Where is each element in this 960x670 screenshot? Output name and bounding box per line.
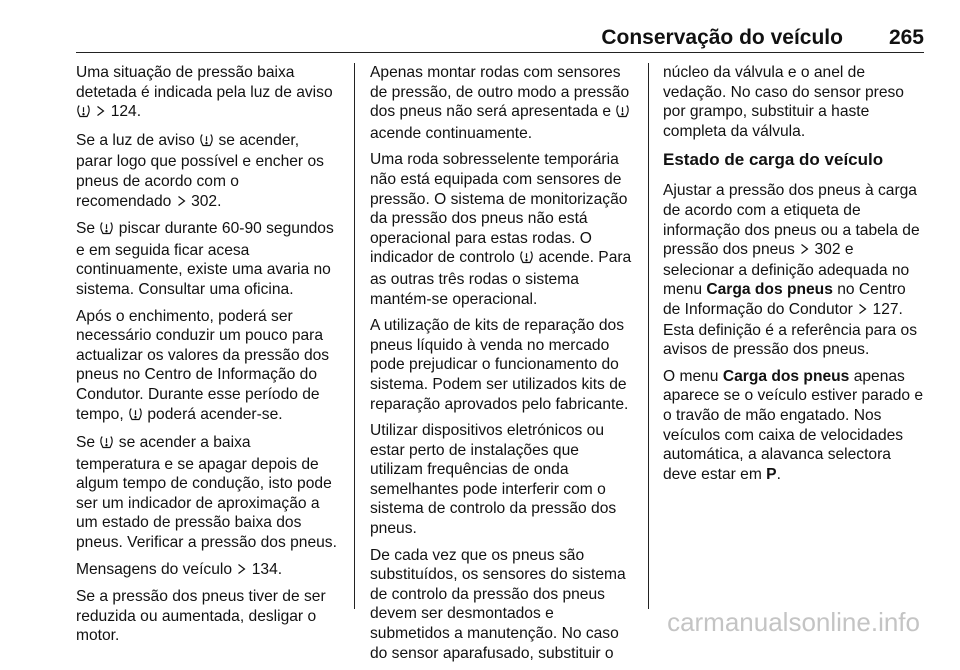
paragraph: De cada vez que os pneus são substituídos, os sensores do sistema de controlo da pressão dos pneus devem ser desmontados e submetidos a manutenção. No caso do sensor aparafusado, substituir o: [370, 546, 626, 662]
column-divider-2: [648, 63, 649, 609]
page-reference-link[interactable]: 124.: [110, 103, 142, 121]
column-divider-1: [354, 63, 355, 609]
tire-pressure-warning-icon: [519, 250, 534, 270]
page-reference-arrow-icon: [237, 561, 246, 581]
paragraph: Se a pressão dos pneus tiver de ser reduzida ou aumentada, desligar o motor.: [76, 588, 326, 645]
tire-pressure-warning-icon: [99, 221, 114, 241]
tire-pressure-warning-icon: [128, 407, 143, 427]
paragraph: Uma roda sobresselente temporária não está equipada com sensores de pressão. O sistema de monitorização da pressão dos pneus não está operacional para estas rodas. O indicador de controlo acende. Para as outras três rodas o sistema mantém-se operacional.: [370, 151, 632, 308]
menu-name: Carga dos pneus: [722, 367, 850, 385]
paragraph: núcleo da válvula e o anel de vedação. No caso do sensor preso por grampo, substituir a haste completa da válvula.: [663, 64, 904, 140]
column-1: [76, 63, 338, 653]
tire-pressure-warning-icon: [615, 104, 630, 124]
column-2: [370, 63, 632, 670]
page-reference-link[interactable]: 127.: [872, 300, 903, 318]
paragraph: Se piscar durante 60-90 segundos e em seguida ficar acesa continuamente, existe uma avaria no sistema. Consultar uma oficina.: [76, 220, 334, 298]
page-number: 265: [888, 26, 924, 49]
page-reference-arrow-icon: [96, 103, 105, 123]
page-reference-arrow-icon: [177, 193, 186, 213]
paragraph: A utilização de kits de reparação dos pneus líquido à venda no mercado pode prejudicar o funcionamento do sistema. Podem ser utilizados kits de reparação aprovados pelo fabricante.: [370, 317, 629, 413]
gear-position: P: [766, 465, 777, 483]
page-reference-link[interactable]: 302: [814, 241, 841, 259]
column-3: [663, 63, 925, 491]
tire-pressure-warning-icon: [99, 435, 114, 455]
page-reference-link[interactable]: 134.: [251, 560, 283, 578]
watermark: carmanualsonline.info: [667, 607, 920, 637]
paragraph: Se se acender a baixa temperatura e se apagar depois de algum tempo de condução, isto pode ser um indicador de aproximação a um estado de pressão baixa dos pneus. Verificar a pressão dos pneus.: [76, 434, 337, 552]
tire-pressure-warning-icon: [199, 133, 214, 153]
paragraph: O menu Carga dos pneus apenas aparece se o veículo estiver parado e o travão de mão engatado. Nos veículos com caixa de velocidades automática, a alavanca selectora deve estar em P.: [663, 367, 924, 483]
page-header: [76, 20, 924, 50]
paragraph: Utilizar dispositivos eletrónicos ou estar perto de instalações que utilizam frequências de onda semelhantes pode interferir com o sistema de controlo da pressão dos pneus.: [370, 422, 617, 538]
page-reference-arrow-icon: [858, 301, 867, 321]
section-title: Conservação do veículo: [601, 26, 843, 49]
section-heading: Estado de carga do veículo: [663, 150, 884, 170]
paragraph: Após o enchimento, poderá ser necessário conduzir um pouco para actualizar os valores da pressão dos pneus no Centro de Informação do Condutor. Durante esse período de tempo, poderá acender-se.: [76, 307, 338, 427]
menu-name: Carga dos pneus: [706, 281, 833, 299]
page-reference-link[interactable]: 302.: [191, 192, 222, 210]
paragraph: Apenas montar rodas com sensores de pressão, de outro modo a pressão dos pneus não será apresentada e acende continuamente.: [370, 64, 630, 142]
paragraph: Se a luz de aviso se acender, parar logo que possível e encher os pneus de acordo com o recomendado 302.: [76, 131, 338, 212]
header-rule: [76, 52, 924, 53]
tire-pressure-warning-icon: [76, 104, 91, 124]
paragraph: Ajustar a pressão dos pneus à carga de acordo com a etiqueta de informação dos pneus ou a tabela de pressão dos pneus 302 e selecionar a definição adequada no menu Carga dos pneus no Centro de Informação do Condutor 127. Esta definição é a referência para os avisos de pressão dos pneus.: [663, 182, 920, 359]
paragraph: Uma situação de pressão baixa detetada é indicada pela luz de aviso 124.: [76, 63, 338, 124]
paragraph: Mensagens do veículo 134.: [76, 560, 338, 581]
page-reference-arrow-icon: [800, 241, 809, 261]
